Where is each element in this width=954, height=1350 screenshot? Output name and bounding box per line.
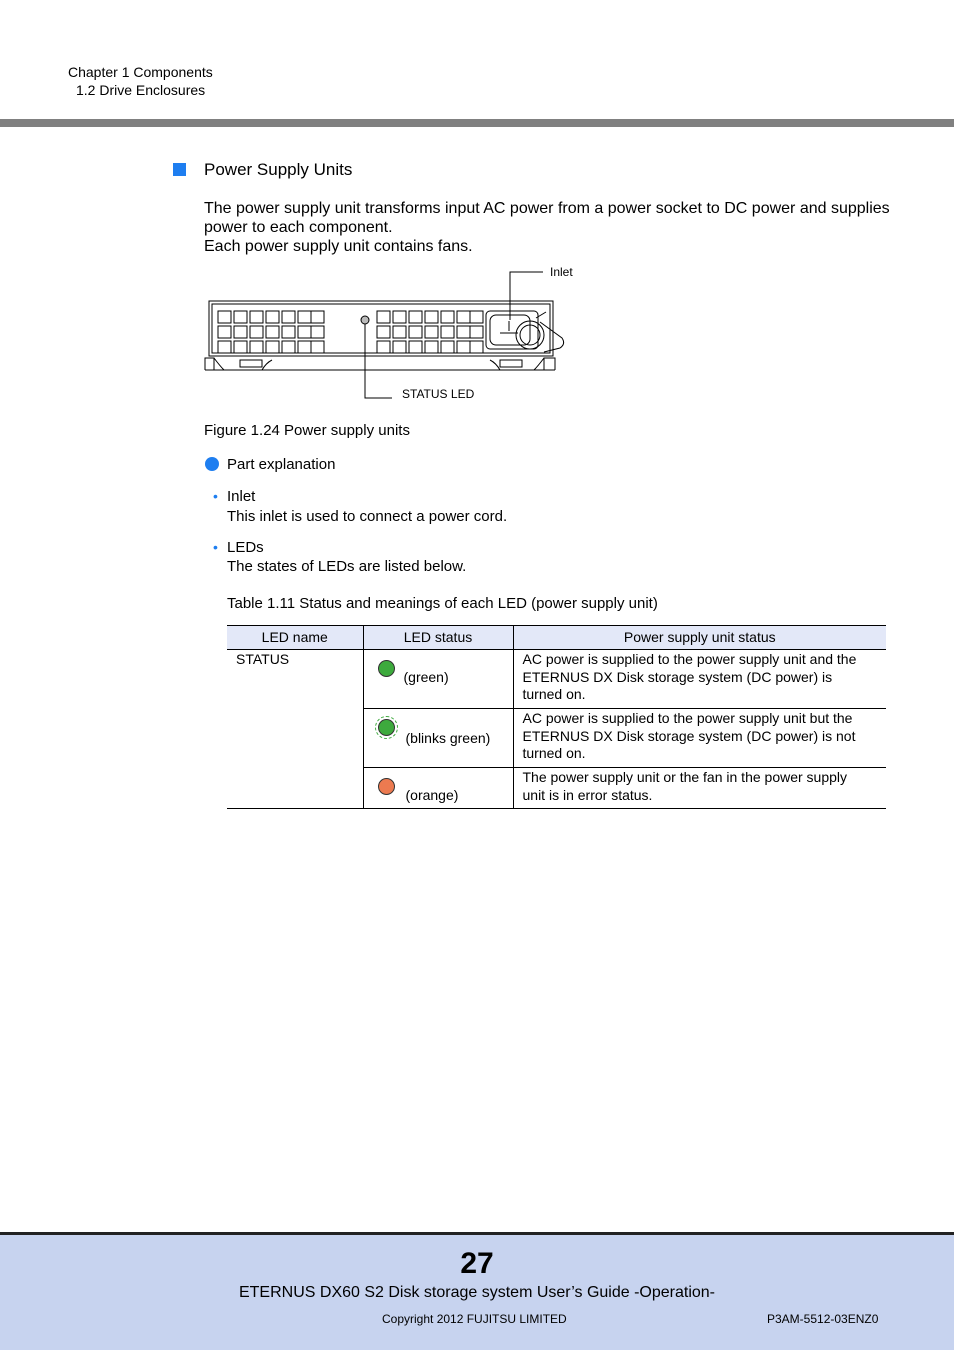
column-header-led-status: LED status bbox=[363, 626, 513, 650]
led-green-icon bbox=[378, 660, 395, 677]
meaning-line: turned on. bbox=[522, 745, 586, 761]
status-led-callout-label: STATUS LED bbox=[402, 387, 475, 401]
led-status-table bbox=[227, 625, 886, 809]
chapter-label: Chapter 1 Components bbox=[68, 64, 213, 80]
led-status-cell bbox=[363, 768, 513, 809]
inlet-callout-label: Inlet bbox=[550, 265, 573, 279]
meaning-cell bbox=[513, 768, 886, 809]
item-leds-desc: The states of LEDs are listed below. bbox=[227, 558, 467, 575]
meaning-line: ETERNUS DX Disk storage system (DC power) is not bbox=[522, 727, 856, 744]
page-number: 27 bbox=[460, 1247, 494, 1280]
item-inlet-desc: This inlet is used to connect a power cord. bbox=[227, 508, 508, 525]
column-header-led-name: LED name bbox=[227, 626, 363, 650]
led-status-label: (blinks green) bbox=[405, 730, 491, 746]
led-status-label: (green) bbox=[403, 669, 449, 685]
led-blinking-green-icon bbox=[378, 719, 395, 736]
intro-line-1: The power supply unit transforms input AC power from a power socket to DC power and supplies bbox=[204, 200, 890, 217]
table-header-row bbox=[227, 626, 886, 650]
item-inlet-title: Inlet bbox=[227, 488, 256, 505]
led-status-cell bbox=[363, 650, 513, 709]
meaning-cell bbox=[513, 709, 886, 768]
meaning-line: turned on. bbox=[522, 686, 586, 702]
meaning-line: AC power is supplied to the power supply unit and the bbox=[522, 651, 857, 667]
meaning-cell bbox=[513, 650, 886, 709]
table-row bbox=[227, 650, 886, 709]
table-caption: Table 1.11 Status and meanings of each LED (power supply unit) bbox=[227, 595, 658, 612]
section-label: 1.2 Drive Enclosures bbox=[76, 82, 206, 98]
led-status-label: (orange) bbox=[405, 787, 459, 803]
intro-line-2: power to each component. bbox=[204, 219, 393, 236]
copyright: Copyright 2012 FUJITSU LIMITED bbox=[382, 1312, 567, 1326]
item-leds-title: LEDs bbox=[227, 539, 264, 556]
figure-caption: Figure 1.24 Power supply units bbox=[204, 422, 410, 439]
bullet-icon: • bbox=[213, 488, 218, 504]
power-supply-unit-diagram bbox=[200, 262, 580, 410]
footer-title: ETERNUS DX60 S2 Disk storage system User’s Guide -Operation- bbox=[238, 1284, 715, 1301]
led-status-cell bbox=[363, 709, 513, 768]
header-rule bbox=[0, 119, 954, 127]
page-footer bbox=[0, 1232, 954, 1350]
part-explanation-dot-icon bbox=[205, 457, 219, 471]
section-heading: Power Supply Units bbox=[204, 160, 353, 179]
meaning-line: AC power is supplied to the power supply unit but the bbox=[522, 710, 853, 726]
doc-code: P3AM-5512-03ENZ0 bbox=[767, 1312, 879, 1326]
column-header-unit-status: Power supply unit status bbox=[513, 626, 886, 650]
bullet-icon: • bbox=[213, 539, 218, 555]
meaning-line: unit is in error status. bbox=[522, 786, 653, 803]
meaning-line: ETERNUS DX Disk storage system (DC power) is bbox=[522, 668, 833, 685]
section-square-icon bbox=[173, 163, 186, 176]
part-explanation-heading: Part explanation bbox=[227, 456, 336, 473]
led-name-cell: STATUS bbox=[227, 650, 363, 809]
intro-line-3: Each power supply unit contains fans. bbox=[204, 238, 473, 255]
meaning-line: The power supply unit or the fan in the power supply bbox=[522, 769, 848, 785]
led-orange-icon bbox=[378, 778, 395, 795]
